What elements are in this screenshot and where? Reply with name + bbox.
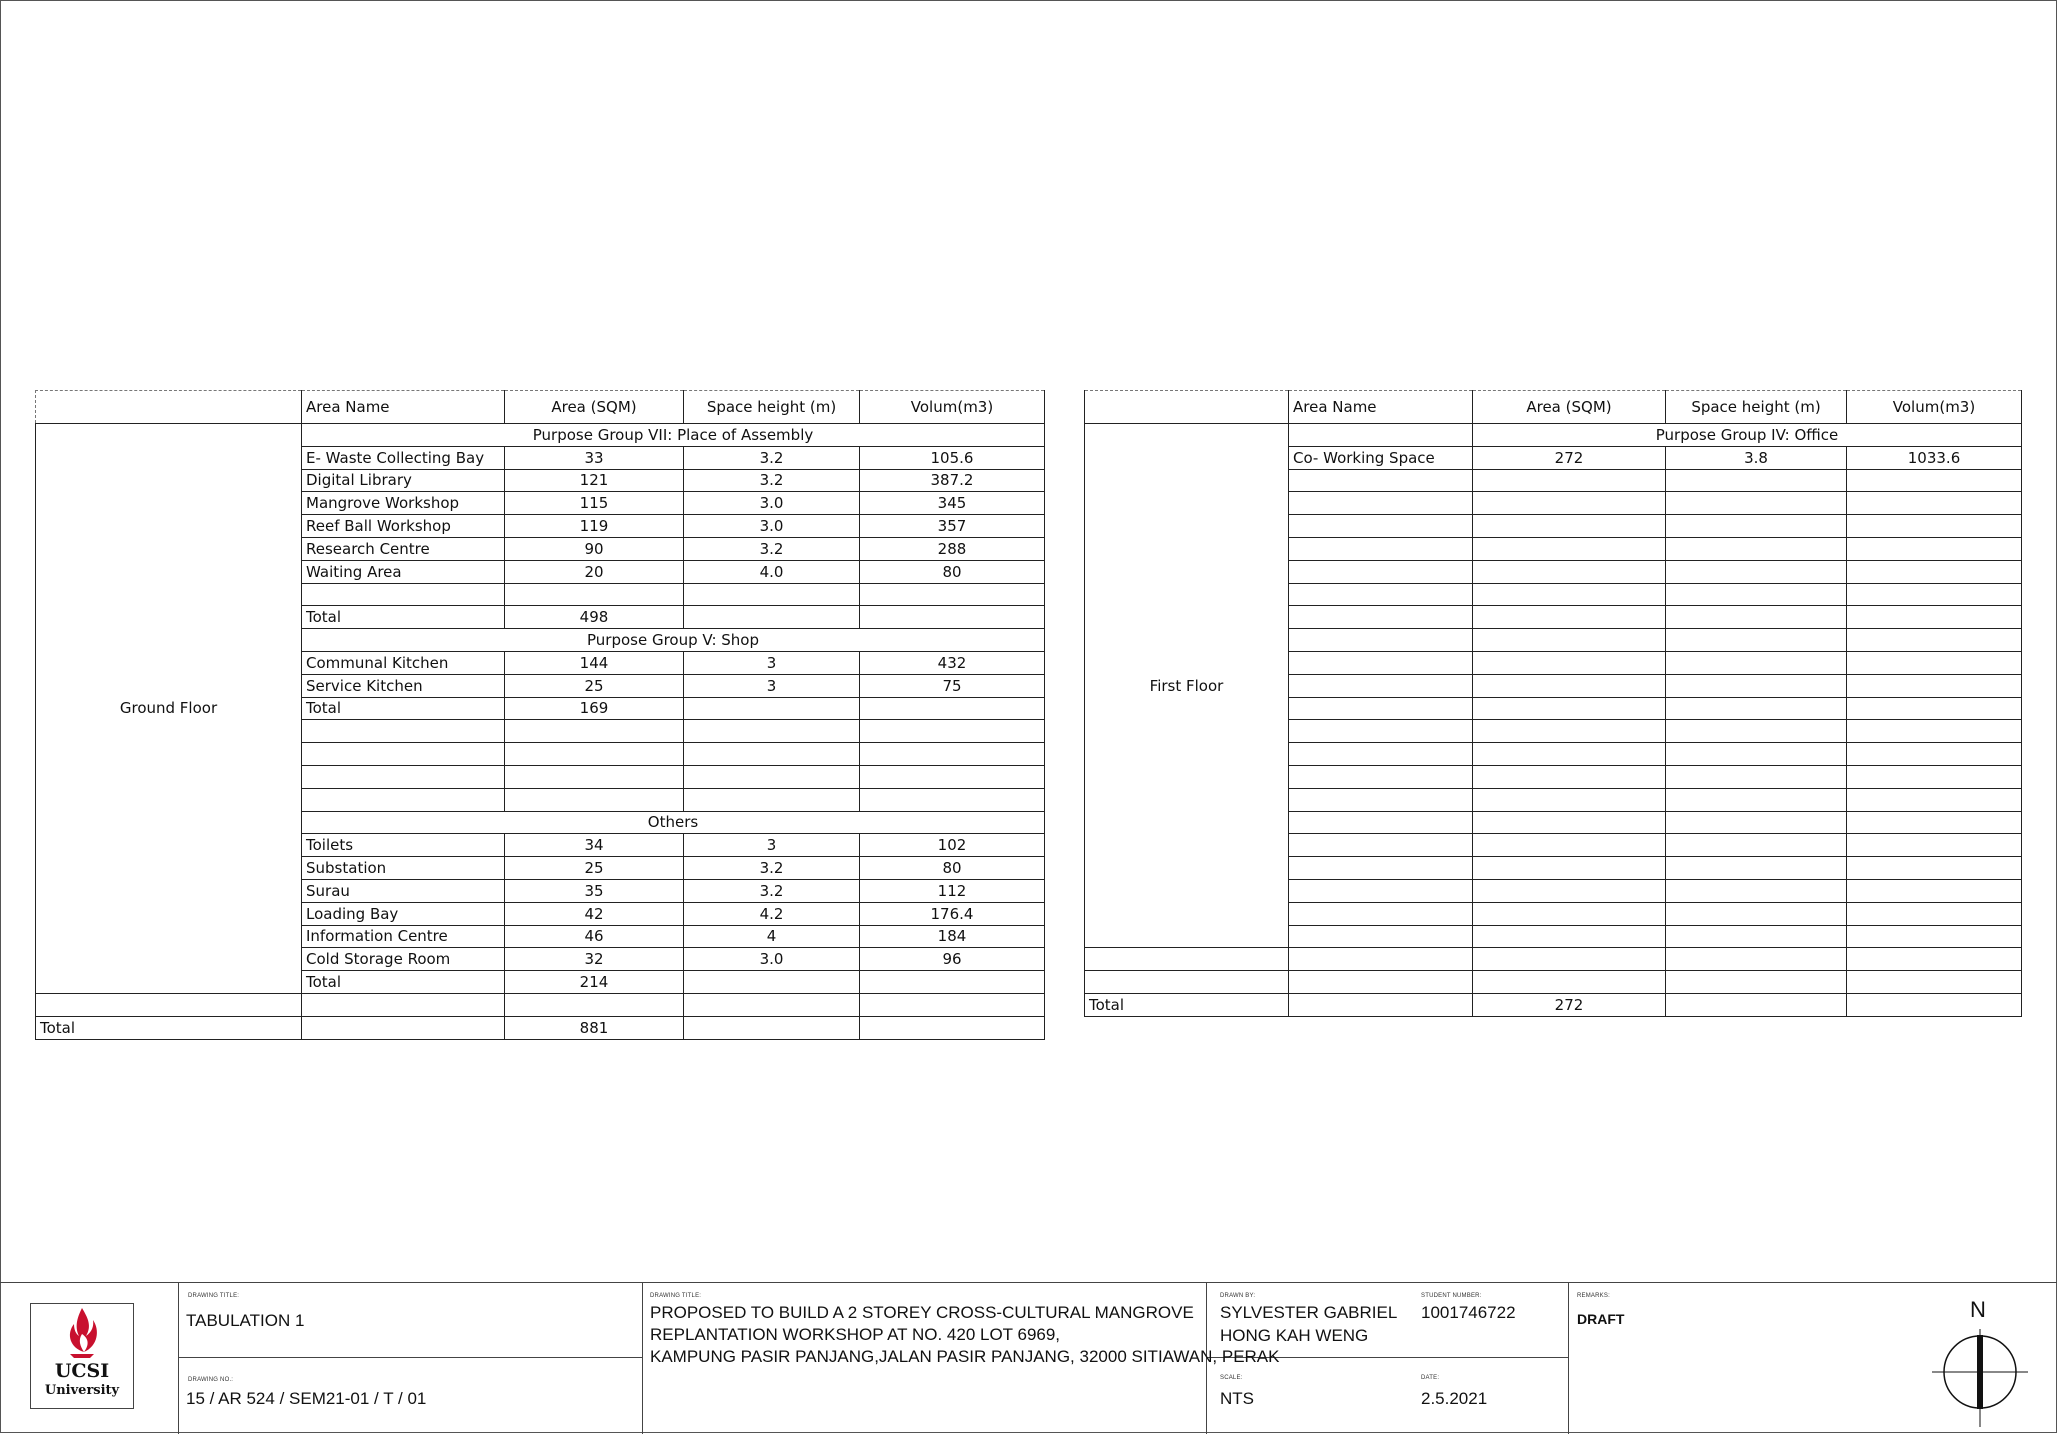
empty-cell <box>505 743 684 766</box>
empty-cell <box>1847 879 2022 902</box>
empty-cell <box>505 788 684 811</box>
table-row <box>36 424 1045 447</box>
scale-caption: SCALE: <box>1220 1375 1243 1381</box>
empty-cell <box>302 1016 505 1039</box>
empty-cell <box>1289 515 1473 538</box>
empty-cell <box>860 993 1045 1016</box>
empty-cell <box>36 993 302 1016</box>
empty-cell <box>860 765 1045 788</box>
empty-cell <box>1473 674 1666 697</box>
area-cell: 121 <box>505 469 684 492</box>
table-row <box>1085 993 2022 1016</box>
empty-cell <box>1473 834 1666 857</box>
empty-cell <box>1473 651 1666 674</box>
empty-cell <box>860 697 1045 720</box>
empty-cell <box>1473 971 1666 994</box>
empty-cell <box>1666 902 1847 925</box>
empty-cell <box>1666 993 1847 1016</box>
empty-cell <box>505 765 684 788</box>
empty-cell <box>1289 469 1473 492</box>
empty-cell <box>1473 788 1666 811</box>
empty-cell <box>1289 720 1473 743</box>
empty-cell <box>1473 697 1666 720</box>
empty-cell <box>1085 971 1289 994</box>
empty-cell <box>1847 811 2022 834</box>
empty-cell <box>1666 743 1847 766</box>
empty-cell <box>1289 583 1473 606</box>
empty-cell <box>684 1016 860 1039</box>
drawn-by-2: HONG KAH WENG <box>1220 1326 1369 1345</box>
area-cell: 119 <box>505 515 684 538</box>
empty-cell <box>302 743 505 766</box>
volume-cell: 432 <box>860 651 1045 674</box>
drawn-by-1: SYLVESTER GABRIEL <box>1220 1303 1398 1322</box>
empty-cell <box>1473 583 1666 606</box>
logo-subtext: University <box>44 1383 120 1398</box>
area-name-cell: Information Centre <box>302 925 505 948</box>
empty-cell <box>1289 674 1473 697</box>
empty-cell <box>1289 811 1473 834</box>
project-line-1: PROPOSED TO BUILD A 2 STOREY CROSS-CULTURAL MANGROVE <box>650 1303 1194 1322</box>
empty-cell <box>1847 537 2022 560</box>
logo-text: UCSI <box>54 1360 110 1382</box>
volume-cell: 357 <box>860 515 1045 538</box>
empty-cell <box>1473 925 1666 948</box>
area-cell: 115 <box>505 492 684 515</box>
ground-floor-label: Ground Floor <box>36 424 302 994</box>
header-volume: Volum(m3) <box>1847 391 2022 424</box>
volume-cell: 112 <box>860 879 1045 902</box>
date-value: 2.5.2021 <box>1421 1389 1488 1408</box>
area-cell: 272 <box>1473 446 1666 469</box>
empty-cell <box>860 743 1045 766</box>
empty-cell <box>1473 606 1666 629</box>
header-volume: Volum(m3) <box>860 391 1045 424</box>
floor-header-cell <box>36 391 302 424</box>
area-cell: 33 <box>505 446 684 469</box>
height-cell: 4.0 <box>684 560 860 583</box>
remarks-caption: REMARKS: <box>1577 1293 1610 1299</box>
empty-cell <box>1289 424 1473 447</box>
empty-cell <box>1666 560 1847 583</box>
group-title: Purpose Group V: Shop <box>302 629 1045 652</box>
volume-cell: 105.6 <box>860 446 1045 469</box>
height-cell: 3 <box>684 834 860 857</box>
empty-cell <box>1666 857 1847 880</box>
total-value: 214 <box>505 971 684 994</box>
area-cell: 32 <box>505 948 684 971</box>
scale-value: NTS <box>1220 1389 1254 1408</box>
area-name-cell: Loading Bay <box>302 902 505 925</box>
total-label: Total <box>302 697 505 720</box>
empty-cell <box>1847 971 2022 994</box>
area-name-cell: Cold Storage Room <box>302 948 505 971</box>
grand-total-label: Total <box>36 1016 302 1039</box>
volume-cell: 80 <box>860 857 1045 880</box>
empty-cell <box>1289 537 1473 560</box>
empty-cell <box>684 765 860 788</box>
empty-cell <box>1847 560 2022 583</box>
header-height: Space height (m) <box>1666 391 1847 424</box>
empty-cell <box>1666 674 1847 697</box>
height-cell: 3.2 <box>684 469 860 492</box>
height-cell: 3.2 <box>684 879 860 902</box>
grand-total-label: Total <box>1085 993 1289 1016</box>
area-name-cell: Reef Ball Workshop <box>302 515 505 538</box>
header-area-name: Area Name <box>302 391 505 424</box>
empty-cell <box>1473 879 1666 902</box>
empty-cell <box>1289 651 1473 674</box>
empty-cell <box>1666 971 1847 994</box>
empty-cell <box>1847 743 2022 766</box>
area-cell: 144 <box>505 651 684 674</box>
north-label: N <box>1970 1297 1986 1322</box>
drawing-title: TABULATION 1 <box>186 1311 305 1330</box>
empty-cell <box>1847 674 2022 697</box>
grand-total-value: 272 <box>1473 993 1666 1016</box>
student-no-caption: STUDENT NUMBER: <box>1421 1293 1482 1299</box>
empty-cell <box>684 971 860 994</box>
empty-cell <box>505 993 684 1016</box>
empty-cell <box>1847 834 2022 857</box>
table-row <box>36 1016 1045 1039</box>
height-cell: 3.0 <box>684 948 860 971</box>
empty-cell <box>1289 857 1473 880</box>
drawing-title-caption: DRAWING TITLE: <box>188 1293 240 1299</box>
table-row <box>1085 391 2022 424</box>
empty-cell <box>1847 788 2022 811</box>
empty-cell <box>1473 857 1666 880</box>
header-area: Area (SQM) <box>505 391 684 424</box>
empty-cell <box>684 788 860 811</box>
empty-cell <box>1289 743 1473 766</box>
empty-cell <box>684 720 860 743</box>
empty-cell <box>1289 902 1473 925</box>
empty-cell <box>1289 879 1473 902</box>
empty-cell <box>1666 629 1847 652</box>
drawing-no: 15 / AR 524 / SEM21-01 / T / 01 <box>186 1389 427 1408</box>
empty-cell <box>1289 629 1473 652</box>
area-cell: 34 <box>505 834 684 857</box>
height-cell: 3.0 <box>684 492 860 515</box>
empty-cell <box>505 583 684 606</box>
empty-cell <box>1847 720 2022 743</box>
height-cell: 3.2 <box>684 857 860 880</box>
empty-cell <box>684 993 860 1016</box>
area-name-cell: E- Waste Collecting Bay <box>302 446 505 469</box>
table-row <box>36 993 1045 1016</box>
header-height: Space height (m) <box>684 391 860 424</box>
empty-cell <box>1289 788 1473 811</box>
empty-cell <box>860 971 1045 994</box>
empty-cell <box>1847 765 2022 788</box>
empty-cell <box>302 993 505 1016</box>
empty-cell <box>1666 469 1847 492</box>
height-cell: 3.2 <box>684 446 860 469</box>
empty-cell <box>1666 651 1847 674</box>
empty-cell <box>1473 537 1666 560</box>
first-floor-label: First Floor <box>1085 424 1289 948</box>
total-value: 498 <box>505 606 684 629</box>
empty-cell <box>1666 765 1847 788</box>
total-value: 169 <box>505 697 684 720</box>
volume-cell: 345 <box>860 492 1045 515</box>
volume-cell: 387.2 <box>860 469 1045 492</box>
volume-cell: 1033.6 <box>1847 446 2022 469</box>
title-hline-1 <box>178 1357 642 1358</box>
empty-cell <box>1473 560 1666 583</box>
empty-cell <box>1473 492 1666 515</box>
area-name-cell: Toilets <box>302 834 505 857</box>
area-name-cell: Waiting Area <box>302 560 505 583</box>
empty-cell <box>1666 720 1847 743</box>
empty-cell <box>1847 583 2022 606</box>
project-line-2: REPLANTATION WORKSHOP AT NO. 420 LOT 6969, <box>650 1325 1061 1344</box>
empty-cell <box>1289 925 1473 948</box>
empty-cell <box>684 743 860 766</box>
empty-cell <box>1847 902 2022 925</box>
empty-cell <box>1289 492 1473 515</box>
area-cell: 42 <box>505 902 684 925</box>
total-label: Total <box>302 971 505 994</box>
empty-cell <box>1289 606 1473 629</box>
empty-cell <box>1289 697 1473 720</box>
area-name-cell: Mangrove Workshop <box>302 492 505 515</box>
empty-cell <box>1847 948 2022 971</box>
empty-cell <box>860 606 1045 629</box>
height-cell: 4.2 <box>684 902 860 925</box>
empty-cell <box>860 788 1045 811</box>
empty-cell <box>1473 902 1666 925</box>
empty-cell <box>1666 834 1847 857</box>
empty-cell <box>1666 697 1847 720</box>
remarks-value: DRAFT <box>1577 1311 1625 1327</box>
empty-cell <box>1847 492 2022 515</box>
date-caption: DATE: <box>1421 1375 1440 1381</box>
empty-cell <box>1847 697 2022 720</box>
height-cell: 3.2 <box>684 537 860 560</box>
empty-cell <box>302 583 505 606</box>
area-cell: 35 <box>505 879 684 902</box>
empty-cell <box>1666 515 1847 538</box>
empty-cell <box>1666 583 1847 606</box>
table-row <box>1085 424 2022 447</box>
area-cell: 46 <box>505 925 684 948</box>
volume-cell: 102 <box>860 834 1045 857</box>
empty-cell <box>1847 925 2022 948</box>
empty-cell <box>1666 879 1847 902</box>
title-divider-1 <box>178 1283 179 1434</box>
flame-icon <box>62 1306 102 1362</box>
grand-total-value: 881 <box>505 1016 684 1039</box>
group-title: Purpose Group VII: Place of Assembly <box>302 424 1045 447</box>
empty-cell <box>1847 606 2022 629</box>
table-row <box>1085 948 2022 971</box>
area-name-cell: Research Centre <box>302 537 505 560</box>
empty-cell <box>1289 948 1473 971</box>
empty-cell <box>1473 515 1666 538</box>
empty-cell <box>1289 834 1473 857</box>
empty-cell <box>302 765 505 788</box>
area-name-cell: Service Kitchen <box>302 674 505 697</box>
empty-cell <box>1289 560 1473 583</box>
area-name-cell: Communal Kitchen <box>302 651 505 674</box>
project-line-3: KAMPUNG PASIR PANJANG,JALAN PASIR PANJANG, 32000 SITIAWAN, PERAK <box>650 1347 1280 1366</box>
area-cell: 25 <box>505 857 684 880</box>
empty-cell <box>1847 469 2022 492</box>
ground-floor-table <box>35 390 1045 1040</box>
drawn-by-caption: DRAWN BY: <box>1220 1293 1256 1299</box>
title-block <box>0 1282 2057 1434</box>
volume-cell: 80 <box>860 560 1045 583</box>
header-area-name: Area Name <box>1289 391 1473 424</box>
title-divider-4 <box>1568 1283 1569 1434</box>
empty-cell <box>1847 857 2022 880</box>
empty-cell <box>1847 629 2022 652</box>
area-name-cell: Substation <box>302 857 505 880</box>
height-cell: 3.0 <box>684 515 860 538</box>
empty-cell <box>684 606 860 629</box>
empty-cell <box>1289 971 1473 994</box>
total-label: Total <box>302 606 505 629</box>
first-floor-table <box>1084 390 2022 1017</box>
volume-cell: 176.4 <box>860 902 1045 925</box>
empty-cell <box>860 1016 1045 1039</box>
empty-cell <box>1473 765 1666 788</box>
empty-cell <box>505 720 684 743</box>
empty-cell <box>1473 469 1666 492</box>
header-area: Area (SQM) <box>1473 391 1666 424</box>
volume-cell: 288 <box>860 537 1045 560</box>
empty-cell <box>1085 948 1289 971</box>
empty-cell <box>1666 537 1847 560</box>
floor-header-cell <box>1085 391 1289 424</box>
empty-cell <box>1473 629 1666 652</box>
drawing-no-caption: DRAWING NO.: <box>188 1377 234 1383</box>
empty-cell <box>302 720 505 743</box>
empty-cell <box>1666 948 1847 971</box>
empty-cell <box>1473 948 1666 971</box>
empty-cell <box>1666 606 1847 629</box>
volume-cell: 184 <box>860 925 1045 948</box>
height-cell: 4 <box>684 925 860 948</box>
empty-cell <box>1666 925 1847 948</box>
empty-cell <box>684 583 860 606</box>
area-name-cell: Digital Library <box>302 469 505 492</box>
empty-cell <box>302 788 505 811</box>
empty-cell <box>860 583 1045 606</box>
empty-cell <box>1666 492 1847 515</box>
volume-cell: 75 <box>860 674 1045 697</box>
area-cell: 90 <box>505 537 684 560</box>
height-cell: 3 <box>684 651 860 674</box>
empty-cell <box>860 720 1045 743</box>
height-cell: 3 <box>684 674 860 697</box>
empty-cell <box>1473 720 1666 743</box>
empty-cell <box>1289 993 1473 1016</box>
table-row <box>36 391 1045 424</box>
student-no: 1001746722 <box>1421 1303 1516 1322</box>
empty-cell <box>1473 743 1666 766</box>
empty-cell <box>1666 788 1847 811</box>
area-cell: 25 <box>505 674 684 697</box>
area-name-cell: Surau <box>302 879 505 902</box>
empty-cell <box>1847 515 2022 538</box>
north-arrow-icon <box>1932 1327 2032 1431</box>
empty-cell <box>1666 811 1847 834</box>
ucsi-logo <box>30 1303 134 1409</box>
height-cell: 3.8 <box>1666 446 1847 469</box>
project-caption: DRAWING TITLE: <box>650 1293 702 1299</box>
volume-cell: 96 <box>860 948 1045 971</box>
table-row <box>1085 971 2022 994</box>
empty-cell <box>1847 651 2022 674</box>
group-title: Others <box>302 811 1045 834</box>
empty-cell <box>1289 765 1473 788</box>
area-cell: 20 <box>505 560 684 583</box>
area-name-cell: Co- Working Space <box>1289 446 1473 469</box>
group-title: Purpose Group IV: Office <box>1473 424 2022 447</box>
title-divider-2 <box>642 1283 643 1434</box>
empty-cell <box>684 697 860 720</box>
empty-cell <box>1473 811 1666 834</box>
empty-cell <box>1847 993 2022 1016</box>
